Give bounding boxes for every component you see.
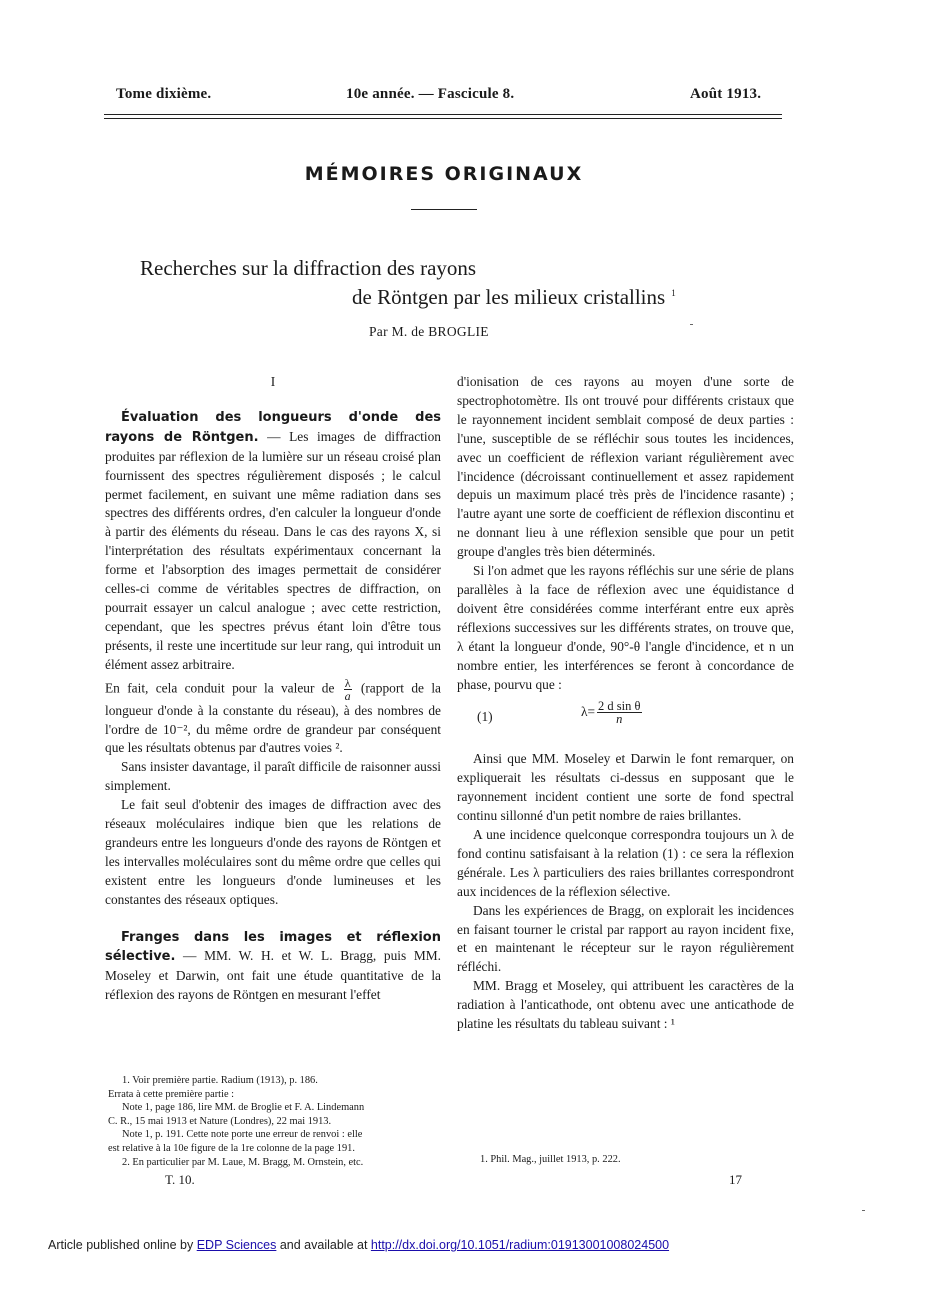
lambda-over-a-fraction [344, 677, 352, 702]
title-footnote-marker: 1 [671, 288, 676, 298]
equation-number: (1) [477, 709, 493, 725]
heading-fringes: Franges dans les images et réflexion sélective. [105, 929, 441, 965]
right-paragraph-3: Ainsi que MM. Moseley et Darwin le font remarquer, on expliquerait les résultats ci-dessus en supposant que le rayonnement incident contient une sorte de fond spectral continu sillonné d'un petit nombre de raies brillantes. [457, 751, 794, 824]
left-column [105, 373, 441, 1005]
doi-link[interactable]: http://dx.doi.org/10.1051/radium:01913001008024500 [370, 1238, 670, 1252]
article-title-line2-text: de Röntgen par les milieux cristallins [352, 285, 666, 309]
article-title-line1: Recherches sur la diffraction des rayons [140, 256, 477, 280]
scan-speck [690, 324, 693, 325]
right-paragraph-6: MM. Bragg et Moseley, qui attribuent les caractères de la radiation à l'anticathode, ont obtenu avec une anticathode de platine les résultats du tableau suivant : ¹ [457, 978, 794, 1032]
footnote-2: 2. En particulier par M. Laue, M. Bragg, M. Ornstein, etc. [122, 1156, 364, 1168]
paragraph-2 [105, 677, 441, 759]
journal-issue: 10e année. — Fascicule 8. [346, 86, 515, 102]
equation-numerator: 2 d sin θ [598, 699, 641, 714]
footnote-errata: Errata à cette première partie : [108, 1088, 235, 1100]
footer-prefix: Article published online by [48, 1238, 197, 1252]
footnote-1: 1. Voir première partie. Radium (1913), p. 186. [122, 1075, 318, 1086]
publication-footer [48, 1238, 669, 1252]
footer-middle: and available at [276, 1238, 371, 1252]
page-ref: T. 10. [165, 1172, 195, 1187]
paragraph-5-text: — MM. W. H. et W. L. Bragg, puis MM. Moseley et Darwin, ont fait une étude quantitative de la réflexion des rayons de Röntgen en mesurant l'effet [105, 948, 441, 1003]
paragraph-4: Le fait seul d'obtenir des images de diffraction avec des réseaux moléculaires indique bien que les relations de grandeurs entre les longueurs d'onde des rayons de Röntgen et les intervalles moléculaires sont du même ordre que celles qui existent entre les longueurs d'onde lumineuses et les constantes des réseaux optiques. [105, 797, 441, 907]
scan-speck [862, 1210, 865, 1211]
section-title: MÉMOIRES ORIGINAUX [304, 163, 584, 185]
equation-1 [457, 700, 794, 740]
section-number: I [270, 374, 276, 389]
footnote-errata-note2: Note 1, p. 191. Cette note porte une erreur de renvoi : elle [122, 1129, 363, 1141]
equation-lhs: λ= [581, 704, 596, 720]
paragraph-5 [105, 928, 441, 1006]
equation-denominator: n [616, 712, 623, 727]
paragraph-2-after: (rapport de la longueur d'onde à la constante du réseau), à des nombres de l'ordre de 10⁻², du même ordre de grandeur par conséquent que les résultats obtenus par d'autres voies ². [105, 680, 441, 756]
equation-body [581, 700, 644, 725]
paragraph-2-before: En fait, cela conduit pour la valeur de [105, 680, 342, 696]
journal-date: Août 1913. [690, 86, 762, 102]
heading-wavelengths: Évaluation des longueurs d'onde des rayons de Röntgen. [105, 409, 441, 445]
paragraph-1 [105, 408, 441, 675]
right-paragraph-1: d'ionisation de ces rayons au moyen d'une sorte de spectrophotomètre. Ils ont trouvé pour différents cristaux que le rayonnement incident semblait composé de deux parties : l'une, susceptible de se réfléchir sous toutes les incidences, avec un coefficient de réflexion variant régulièrement avec l'incidence (décroissant continuellement et assez rapidement depuis un maximum placé très près de l'incidence rasante) ; l'autre ayant une sorte de coefficient de réflexion discontinu et ne donnant lieu à une réflexion sensible que pour un petit groupe d'angles très bien déterminés. [457, 374, 794, 560]
right-paragraph-4: A une incidence quelconque correspondra toujours un λ de fond continu satisfaisant à la relation (1) : ce sera la réflexion générale. Les λ particuliers des raies brillantes correspondront aux incidences de la réflexion sélective. [457, 827, 794, 899]
fraction-numerator: λ [344, 675, 351, 690]
page-number: 17 [729, 1172, 742, 1187]
footnote-errata-detail: est relative à la 10e figure de la 1re colonne de la page 191. [108, 1142, 355, 1154]
right-paragraph-5: Dans les expériences de Bragg, on explorait les incidences en faisant tourner le cristal par rapport au rayon incident fixe, et en maintenant le récepteur sur le rayon régulièrement réfléchi. [457, 902, 794, 975]
footnote-errata-ref: C. R., 15 mai 1913 et Nature (Londres), 22 mai 1913. [108, 1115, 332, 1127]
article-title-line2 [352, 285, 676, 310]
header-rule-top [104, 114, 782, 115]
paragraph-3: Sans insister davantage, il paraît difficile de raisonner aussi simplement. [105, 759, 441, 794]
right-paragraph-2: Si l'on admet que les rayons réfléchis sur une série de plans parallèles à la face de réflexion avec une équidistance d doivent être considérées comme interférant entre eux après réflexions successives sur les différents strates, on trouve que, λ étant la longueur d'onde, 90°-θ l'angle d'incidence, et n un nombre entier, les interférences se feront à concordance de phase, pourvu que : [457, 563, 794, 692]
fraction-denominator: a [344, 688, 351, 703]
left-footnotes [108, 1074, 444, 1169]
paragraph-1-text: — Les images de diffraction produites par réflexion de la lumière sur un réseau croisé plan fournissent des spectres régulièrement disposés ; le calcul permet facilement, en suivant une même radiation dans ses spectres des différents ordres, d'en calculer la longueur d'onde à partir des éléments du réseau. Dans le cas des rayons X, si l'interprétation des résultats expérimentaux concernant la forme et l'absorption des images permettait de considérer celles-ci comme de véritables spectres de diffraction, on pourrait essayer un calcul analogue ; avec cette restriction, cependant, que les spectres prévus étant loin d'être tous présents, il reste une incertitude sur leur rang, qui introduit un élément assez arbitraire. [105, 428, 441, 672]
publisher-link[interactable]: EDP Sciences [196, 1238, 277, 1252]
section-title-rule [411, 209, 477, 210]
byline: Par M. de BROGLIE [369, 324, 489, 339]
right-footnote: 1. Phil. Mag., juillet 1913, p. 222. [480, 1154, 621, 1165]
journal-volume: Tome dixième. [116, 86, 212, 102]
footnote-errata-note1: Note 1, page 186, lire MM. de Broglie et F. A. Lindemann [122, 1102, 365, 1114]
right-column [457, 373, 794, 1034]
header-rule-bottom [104, 118, 782, 119]
equation-fraction [597, 700, 641, 725]
